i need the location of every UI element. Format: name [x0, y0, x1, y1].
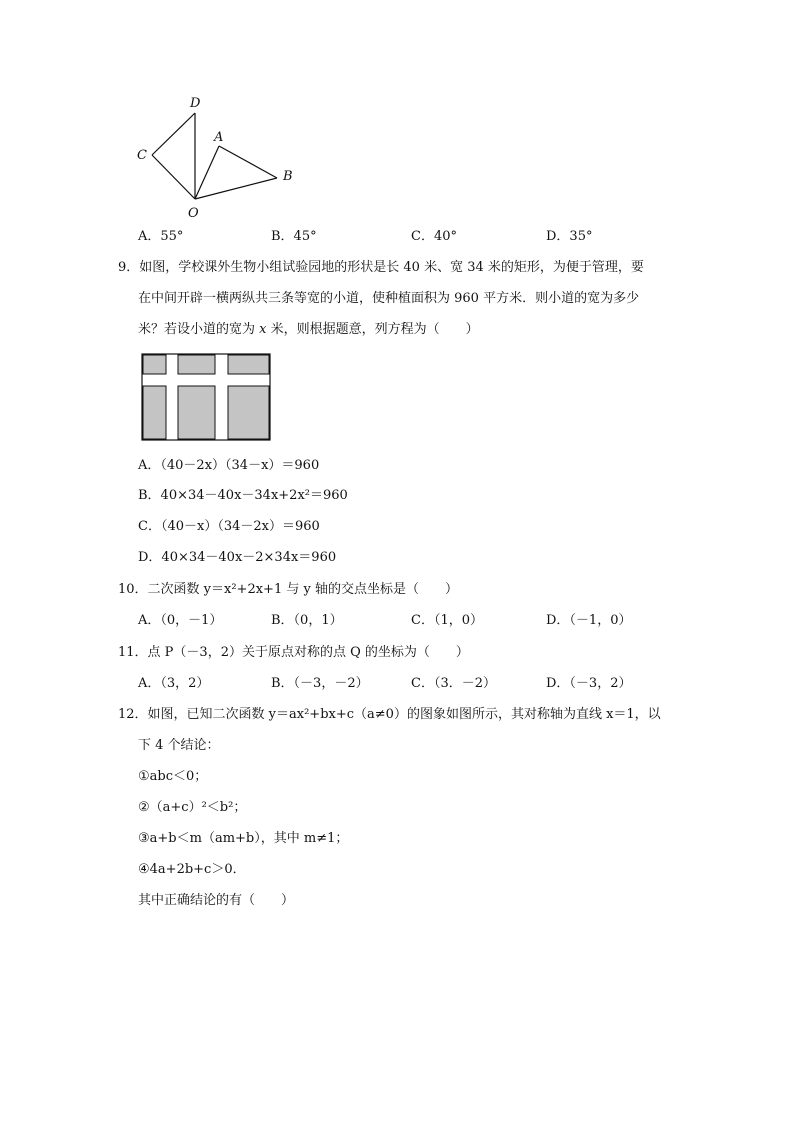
q9-stem-line3-a: 米？若设小道的宽为 [138, 322, 260, 337]
planting-plots [143, 355, 269, 439]
q12-stem-line2: 下 4 个结论： [138, 738, 220, 753]
plot-bottom-right [228, 386, 269, 439]
q9-stem-line1: 9．如图，学校课外生物小组试验园地的形状是长 40 米、宽 34 米的矩形，为便于管理，要 [118, 260, 644, 275]
q10-stem: 10．二次函数 y＝x²+2x+1 与 y 轴的交点坐标是（ ） [118, 582, 458, 597]
q11-option-a: A．（3，2） [138, 676, 210, 691]
label-o: O [188, 206, 199, 221]
q10-option-b: B．（0，1） [271, 613, 343, 628]
q11-stem: 11．点 P（－3，2）关于原点对称的点 Q 的坐标为（ ） [118, 645, 469, 660]
plot-top-right [228, 355, 269, 374]
q9-option-c: C．（40－x）（34－2x）＝960 [138, 519, 320, 534]
q9-stem-line2: 在中间开辟一横两纵共三条等宽的小道，使种植面积为 960 平方米．则小道的宽为多少 [138, 291, 640, 306]
q12-conclusion-4: ④4a+2b+c＞0． [138, 862, 246, 877]
q9-option-d: D．40×34－40x－2×34x＝960 [138, 550, 337, 565]
plot-top-left [143, 355, 166, 374]
q12-conclusion-2: ②（a+c）²＜b²； [138, 800, 247, 815]
q8-option-c: C．40° [411, 229, 457, 244]
q11-option-c: C．（3．－2） [411, 676, 496, 691]
plot-bottom-middle [178, 386, 215, 439]
q11-option-b: B．（－3，－2） [271, 676, 369, 691]
q8-option-b: B．45° [271, 229, 317, 244]
q9-variable-x: x [259, 322, 267, 337]
q9-option-a: A．（40－2x）（34－x）＝960 [138, 458, 320, 473]
q10-option-c: C．（1，0） [411, 613, 483, 628]
q10-option-d: D．（－1，0） [546, 613, 632, 628]
plot-bottom-left [143, 386, 166, 439]
q9-stem-line3-b: 米，则根据题意，列方程为（ ） [266, 322, 479, 337]
q8-option-d: D．35° [546, 229, 593, 244]
q12-stem-line1: 12．如图，已知二次函数 y＝ax²+bx+c（a≠0）的图象如图所示，其对称轴为直线 x＝1，以 [118, 707, 661, 722]
label-d: D [190, 96, 201, 111]
label-b: B [283, 169, 293, 184]
q12-conclusion-3: ③a+b＜m（am+b），其中 m≠1； [138, 831, 349, 846]
q8-option-a: A．55° [138, 229, 184, 244]
q10-option-a: A．（0，－1） [138, 613, 223, 628]
label-a: A [214, 130, 224, 145]
q9-option-b: B．40×34－40x－34x+2x²＝960 [138, 488, 348, 503]
q11-option-d: D．（－3，2） [546, 676, 632, 691]
label-c: C [137, 148, 147, 163]
q12-question: 其中正确结论的有（ ） [138, 893, 295, 908]
plot-top-middle [178, 355, 215, 374]
q12-conclusion-1: ①abc＜0； [138, 769, 208, 784]
